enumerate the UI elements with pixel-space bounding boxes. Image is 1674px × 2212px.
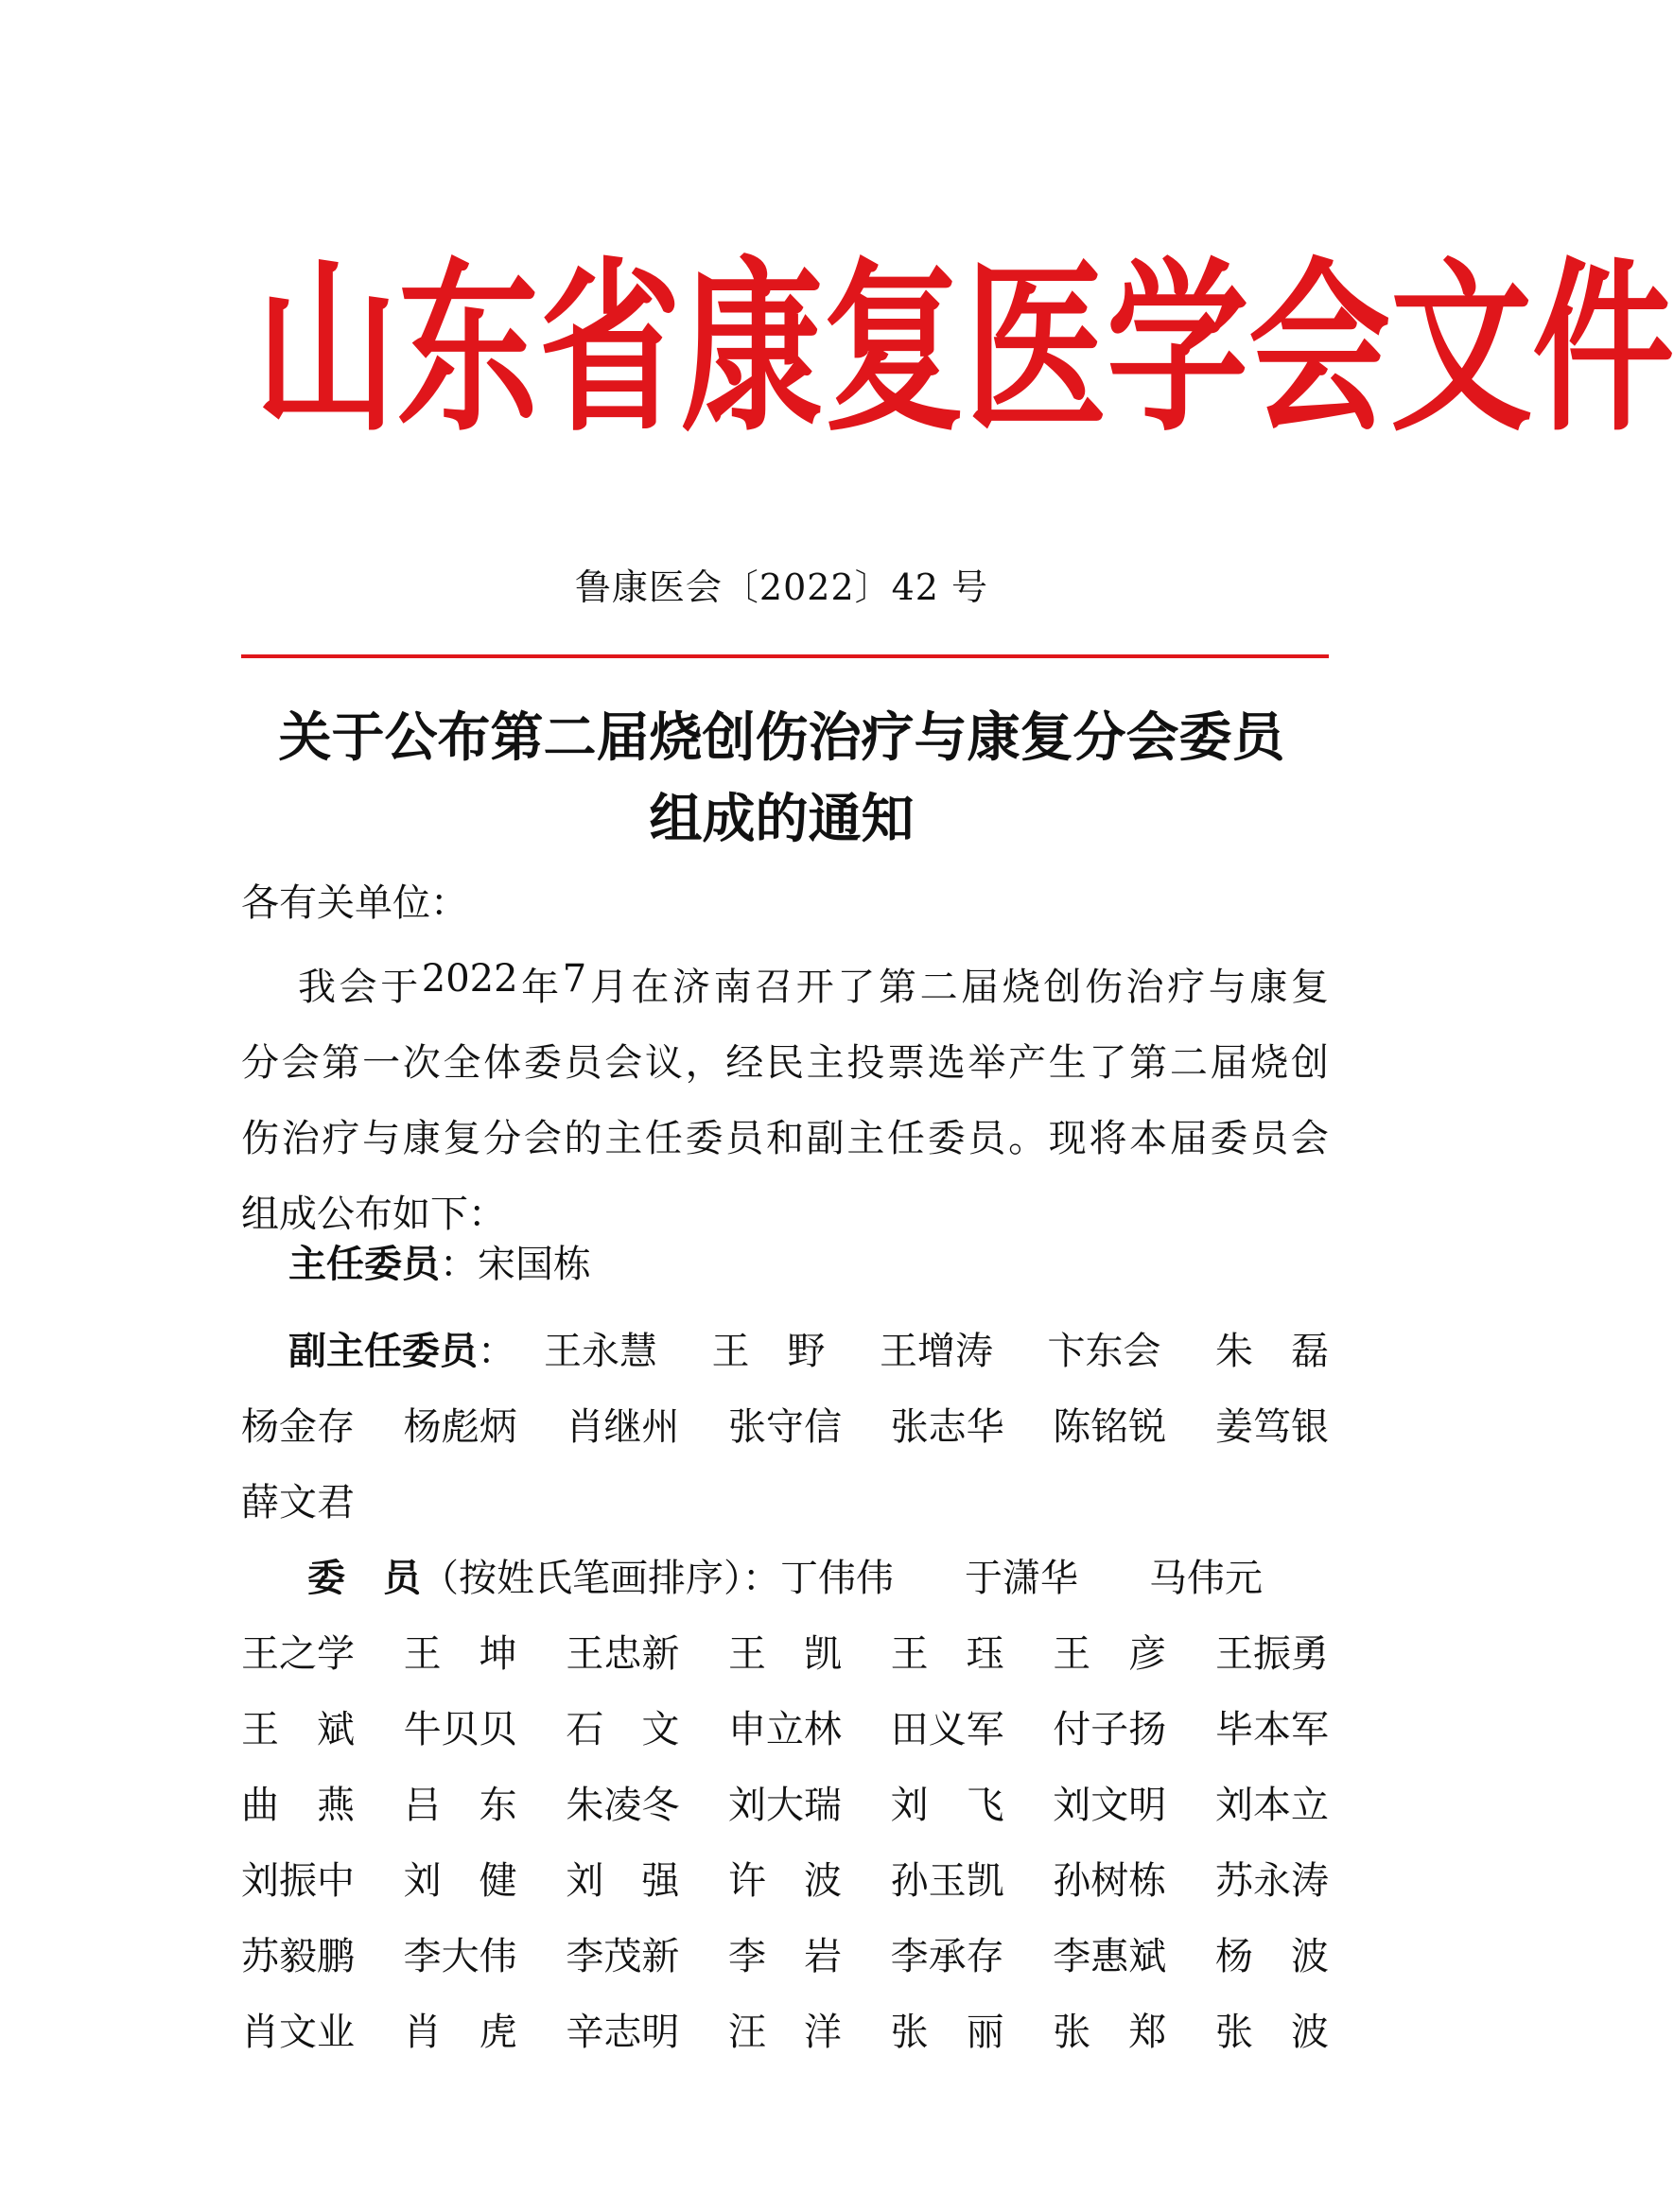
- body-text: 届: [1210, 1041, 1248, 1085]
- person-name: 王 永 慧: [544, 1330, 657, 1373]
- masthead-char: 复: [823, 242, 966, 458]
- body-text: 生: [1048, 1041, 1087, 1085]
- person-name: 田 义 军: [890, 1708, 1004, 1751]
- body-text: 委: [1210, 1117, 1248, 1160]
- body-text: 一: [362, 1041, 401, 1085]
- notice-title-line-1: 关于公布第二届烧创伤治疗与康复分会委员: [278, 706, 1285, 769]
- person-name: 张 郑: [1053, 2011, 1167, 2054]
- person-name: 王 之 学: [241, 1632, 355, 1676]
- person-name: 卞 东 会: [1047, 1330, 1161, 1373]
- body-text: 将: [1089, 1117, 1127, 1160]
- body-text: 员: [968, 1117, 1006, 1160]
- body-text: 任: [887, 1117, 925, 1160]
- deputy-line-2: [241, 1397, 1329, 1449]
- body-text: 召: [755, 966, 793, 1009]
- body-text: 委: [927, 1117, 966, 1160]
- person-name: 于 潇 华: [965, 1557, 1078, 1600]
- members-line-1: [307, 1548, 1263, 1600]
- person-name: 刘 本 立: [1214, 1784, 1329, 1827]
- body-text: 伤: [241, 1117, 279, 1160]
- body-text: 员: [1250, 1117, 1289, 1160]
- body-text: 次: [402, 1041, 441, 1085]
- person-name: 肖 虎: [403, 2011, 517, 2054]
- person-name: 张 志 华: [890, 1405, 1004, 1449]
- person-name: 王 坤: [403, 1632, 517, 1676]
- body-text: 会: [523, 1117, 562, 1160]
- members-row: [241, 1699, 1329, 1751]
- body-text: 。: [1008, 1117, 1047, 1160]
- person-name: 朱 磊: [1215, 1330, 1329, 1373]
- body-text: 南: [713, 966, 752, 1009]
- masthead-char: 件: [1532, 242, 1674, 458]
- body-text: 在: [631, 966, 670, 1009]
- body-text: 产: [1008, 1041, 1047, 1085]
- person-name: 苏 永 涛: [1214, 1859, 1329, 1903]
- person-name: 薛 文 君: [241, 1481, 355, 1524]
- members-row: [241, 2002, 1329, 2054]
- body-text: ，: [685, 1041, 724, 1085]
- person-name: 刘 飞: [890, 1784, 1004, 1827]
- person-name: 丁 伟 伟: [780, 1557, 894, 1600]
- person-name: 刘 健: [403, 1859, 517, 1903]
- body-text: 与: [362, 1117, 401, 1160]
- body-text: 伤: [1084, 966, 1123, 1009]
- person-name: 石 文: [566, 1708, 680, 1751]
- body-text: 与: [1208, 966, 1247, 1009]
- person-name: 肖 文 业: [241, 2011, 355, 2054]
- body-text: 民: [765, 1041, 804, 1085]
- body-text: 举: [968, 1041, 1006, 1085]
- body-text: 和: [765, 1117, 804, 1160]
- body-text: 烧: [1250, 1041, 1289, 1085]
- body-text: 年: [521, 966, 560, 1009]
- body-line: [241, 1108, 1329, 1162]
- person-name: 吕 东: [403, 1784, 517, 1827]
- person-name: 王 振 勇: [1214, 1632, 1329, 1676]
- body-text: 选: [927, 1041, 966, 1085]
- body-text: 票: [887, 1041, 925, 1085]
- members-note: （按姓氏笔画排序）：: [421, 1557, 780, 1600]
- person-name: 孙 树 栋: [1053, 1859, 1167, 1903]
- director-line: [288, 1242, 591, 1286]
- body-text: 委: [523, 1041, 562, 1085]
- body-text: 二: [1169, 1041, 1208, 1085]
- body-text: 2022: [421, 957, 518, 1001]
- body-text: 二: [919, 966, 958, 1009]
- person-name: 刘 强: [566, 1859, 680, 1903]
- director-separator: ：: [440, 1243, 478, 1286]
- body-text: 主: [846, 1117, 885, 1160]
- person-name: 刘 大 瑞: [727, 1784, 842, 1827]
- person-name: 李 承 存: [890, 1935, 1004, 1978]
- body-text: 创: [1043, 966, 1082, 1009]
- members-row: [241, 1624, 1329, 1676]
- person-name: 王 忠 新: [566, 1632, 680, 1676]
- masthead-char: 会: [1248, 242, 1391, 458]
- masthead-char: 学: [1107, 242, 1249, 458]
- body-text: 第: [1129, 1041, 1168, 1085]
- body-text: 济: [672, 966, 710, 1009]
- person-name: 姜 笃 银: [1214, 1405, 1329, 1449]
- person-name: 杨 彪 炳: [403, 1405, 517, 1449]
- body-text: 了: [837, 966, 876, 1009]
- body-text: 烧: [1002, 966, 1040, 1009]
- document-number: 鲁康医会〔2022〕42 号: [574, 566, 989, 608]
- body-text: 复: [443, 1117, 481, 1160]
- deputy-separator: ：: [478, 1330, 515, 1373]
- person-name: 付 子 扬: [1053, 1708, 1167, 1751]
- members-row: [241, 1775, 1329, 1827]
- person-name: 杨 金 存: [241, 1405, 355, 1449]
- body-text: 治: [1125, 966, 1164, 1009]
- body-text: 创: [1290, 1041, 1329, 1085]
- body-line: 组成公布如下：: [241, 1193, 506, 1236]
- deputy-line-1: [288, 1321, 1329, 1373]
- body-text: 了: [1089, 1041, 1127, 1085]
- body-text: 疗: [1167, 966, 1206, 1009]
- masthead-char: 省: [539, 242, 682, 458]
- body-text: 任: [644, 1117, 683, 1160]
- salutation: 各有关单位：: [241, 881, 468, 925]
- person-name: 陈 铭 锐: [1053, 1405, 1167, 1449]
- body-text: 第: [322, 1041, 360, 1085]
- body-text: 月: [589, 966, 628, 1009]
- person-name: 王 斌: [241, 1708, 355, 1751]
- person-name: 张 丽: [890, 2011, 1004, 2054]
- body-text: 开: [795, 966, 834, 1009]
- body-text: 会: [1290, 1117, 1329, 1160]
- person-name: 王 凯: [727, 1632, 842, 1676]
- masthead-char: 东: [397, 242, 540, 458]
- person-name: 牛 贝 贝: [403, 1708, 517, 1751]
- body-text: 分: [241, 1041, 279, 1085]
- body-line: [241, 1033, 1329, 1087]
- person-name: 马 伟 元: [1149, 1557, 1263, 1600]
- members-row: [241, 1926, 1329, 1978]
- body-text: 议: [644, 1041, 683, 1085]
- body-text: 会: [281, 1041, 320, 1085]
- body-text: 会: [604, 1041, 643, 1085]
- person-name: 李 茂 新: [566, 1935, 680, 1978]
- person-name: 刘 振 中: [241, 1859, 355, 1903]
- person-name: 王 增 涛: [880, 1330, 993, 1373]
- person-name: 李 岩: [727, 1935, 842, 1978]
- body-text: 于: [380, 966, 419, 1009]
- person-name: 孙 玉 凯: [890, 1859, 1004, 1903]
- body-text: 复: [1290, 966, 1329, 1009]
- red-divider: [241, 654, 1329, 658]
- person-name: 申 立 林: [727, 1708, 842, 1751]
- body-text: 委: [685, 1117, 724, 1160]
- body-text: 经: [725, 1041, 764, 1085]
- members-label: 委 员: [307, 1556, 421, 1600]
- masthead-title: [255, 209, 1674, 492]
- body-text: 副: [806, 1117, 845, 1160]
- body-text: 的: [564, 1117, 602, 1160]
- notice-title-line-2: 组成的通知: [649, 788, 915, 850]
- members-row: [241, 1851, 1329, 1903]
- masthead-char: 康: [681, 242, 824, 458]
- person-name: 刘 文 明: [1053, 1784, 1167, 1827]
- person-name: 李 大 伟: [403, 1935, 517, 1978]
- masthead-char: 医: [965, 242, 1107, 458]
- deputy-line-3: [241, 1472, 1329, 1524]
- person-name: 肖 继 州: [566, 1405, 680, 1449]
- person-name: 曲 燕: [241, 1784, 355, 1827]
- body-text: 7: [562, 957, 587, 1001]
- person-name: 王 彦: [1053, 1632, 1167, 1676]
- masthead-char: 山: [255, 242, 398, 458]
- person-name: 辛 志 明: [566, 2011, 680, 2054]
- deputy-label: 副主任委员: [288, 1329, 478, 1373]
- body-text: 全: [443, 1041, 481, 1085]
- body-text: 疗: [322, 1117, 360, 1160]
- body-text: 员: [725, 1117, 764, 1160]
- person-name: 苏 毅 鹏: [241, 1935, 355, 1978]
- person-name: 李 惠 斌: [1053, 1935, 1167, 1978]
- body-text: 治: [281, 1117, 320, 1160]
- body-text: 分: [483, 1117, 522, 1160]
- body-text: 主: [806, 1041, 845, 1085]
- person-name: 王 珏: [890, 1632, 1004, 1676]
- body-text: 本: [1129, 1117, 1168, 1160]
- body-text: 康: [402, 1117, 441, 1160]
- person-name: 许 波: [727, 1859, 842, 1903]
- masthead-char: 文: [1390, 242, 1533, 458]
- body-text: 届: [1169, 1117, 1208, 1160]
- person-name: 张 守 信: [727, 1405, 842, 1449]
- director-label: 主任委员: [288, 1242, 440, 1286]
- body-text: 届: [961, 966, 1000, 1009]
- body-text: 主: [604, 1117, 643, 1160]
- director-name: 宋国栋: [478, 1243, 591, 1286]
- body-text: 投: [846, 1041, 885, 1085]
- body-text: 我: [298, 966, 336, 1009]
- person-name: 杨 波: [1214, 1935, 1329, 1978]
- person-name: 汪 洋: [727, 2011, 842, 2054]
- body-text: 现: [1048, 1117, 1087, 1160]
- person-name: 张 波: [1214, 2011, 1329, 2054]
- person-name: 毕 本 军: [1214, 1708, 1329, 1751]
- body-text: 体: [483, 1041, 522, 1085]
- body-text: 康: [1249, 966, 1288, 1009]
- body-line: [298, 957, 1329, 1011]
- person-name: 朱 凌 冬: [566, 1784, 680, 1827]
- body-text: 会: [339, 966, 377, 1009]
- body-text: 第: [878, 966, 916, 1009]
- person-name: 王 野: [711, 1330, 826, 1373]
- body-text: 员: [564, 1041, 602, 1085]
